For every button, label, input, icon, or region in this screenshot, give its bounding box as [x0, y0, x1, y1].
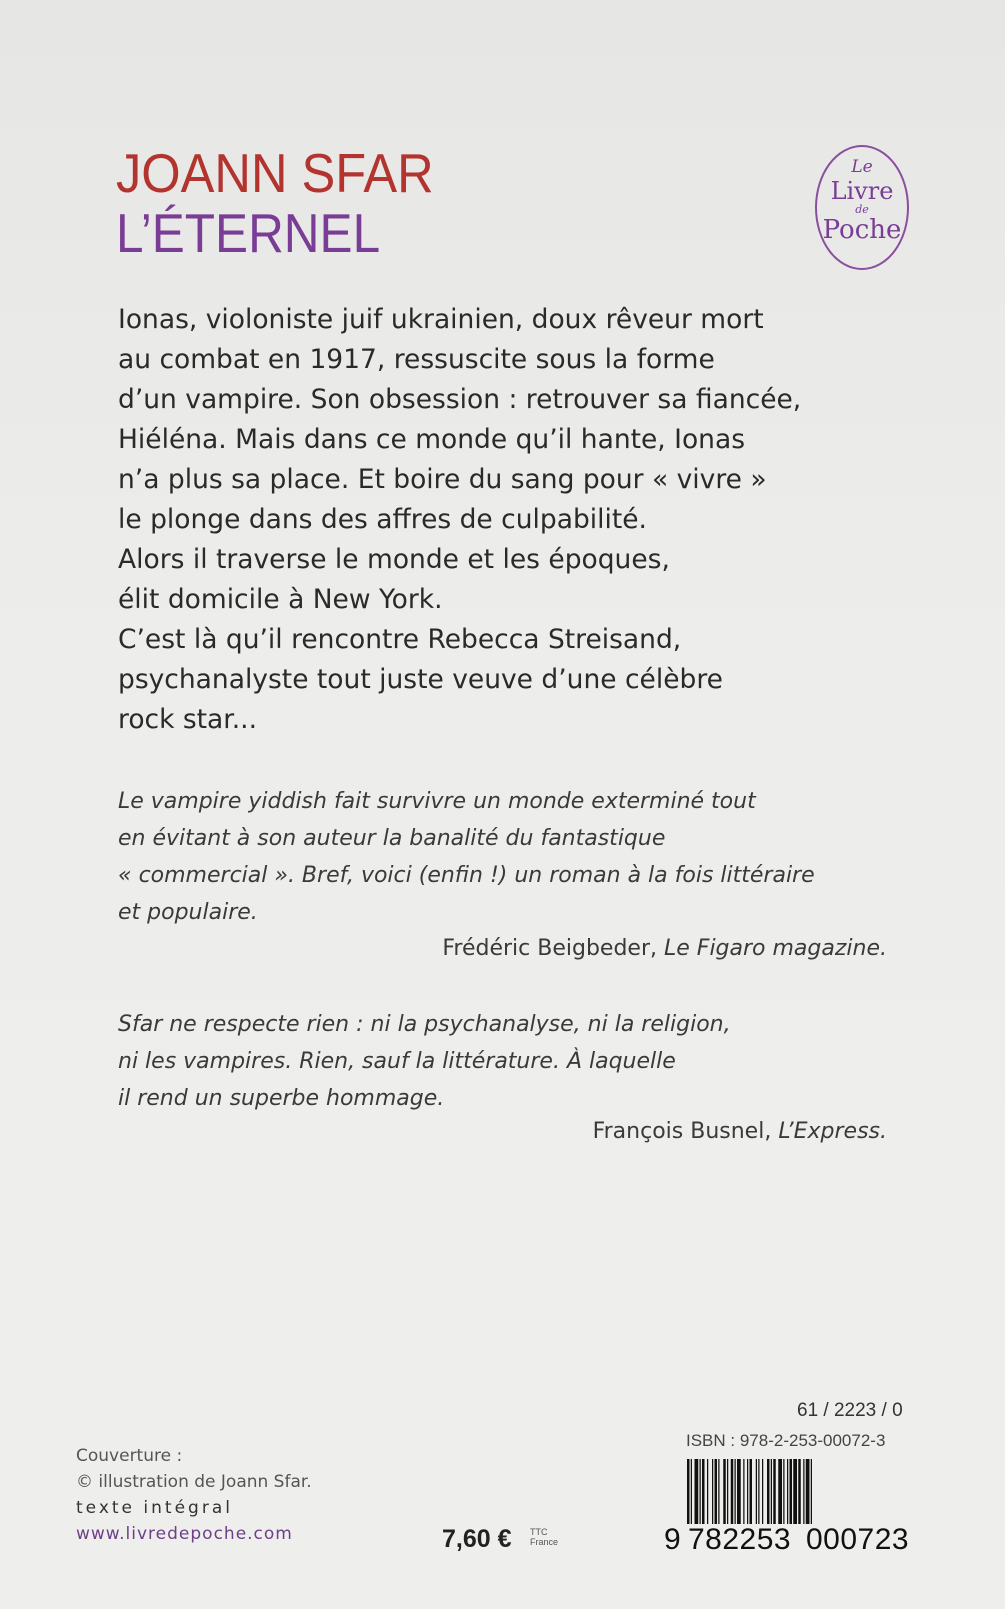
blurb-line: Ionas, violoniste juif ukrainien, doux rêveur mort [118, 304, 764, 335]
quote-author: François Busnel, [592, 1119, 779, 1144]
blurb-line: Hiéléna. Mais dans ce monde qu’il hante, Ionas [118, 424, 746, 455]
price: 7,60 € [442, 1525, 512, 1553]
quote-line: Le vampire yiddish fait survivre un monde exterminé tout [118, 789, 756, 814]
cover-credits [76, 1443, 312, 1547]
isbn: ISBN : 978-2-253-00072-3 [686, 1431, 886, 1450]
quote-line: Sfar ne respecte rien : ni la psychanalyse, ni la religion, [118, 1012, 731, 1037]
price-note [530, 1527, 558, 1547]
blurb-line: au combat en 1917, ressuscite sous la forme [118, 344, 715, 375]
quote-attribution [593, 1117, 887, 1147]
blurb-line: Alors il traverse le monde et les époques, [118, 544, 670, 575]
quote-author: Frédéric Beigbeder, [442, 936, 664, 961]
blurb-line: psychanalyste tout juste veuve d’une célèbre [118, 664, 723, 695]
review-quote-busnel [118, 1006, 898, 1117]
credit-text: © illustration de Joann Sfar. [76, 1472, 312, 1492]
publisher-logo [815, 145, 909, 270]
publisher-url: www.livredepoche.com [76, 1524, 293, 1544]
quote-source: L’Express. [778, 1119, 887, 1144]
logo-livre: Livre [830, 177, 894, 205]
barcode-digits-right: 000723 [806, 1523, 910, 1556]
blurb-line: n’a plus sa place. Et boire du sang pour « vivre » [118, 464, 767, 495]
quote-line: ni les vampires. Rien, sauf la littérature. À laquelle [118, 1049, 676, 1074]
catalog-code: 61 / 2223 / 0 [797, 1400, 903, 1421]
blurb-line: le plonge dans des affres de culpabilité. [118, 504, 647, 535]
blurb-line: C’est là qu’il rencontre Rebecca Streisand, [118, 624, 682, 655]
quote-line: et populaire. [118, 900, 258, 925]
logo-poche: Poche [822, 215, 902, 245]
blurb-line: d’un vampire. Son obsession : retrouver sa fiancée, [118, 384, 802, 415]
quote-source: Le Figaro magazine. [664, 936, 887, 961]
logo-le: Le [851, 157, 873, 177]
blurb-text [118, 300, 898, 740]
barcode-digits-left: 782253 [688, 1523, 792, 1556]
barcode-digit-first: 9 [664, 1523, 681, 1556]
blurb-line: élit domicile à New York. [118, 584, 443, 615]
price-country: France [530, 1537, 559, 1547]
blurb-line: rock star... [118, 704, 258, 735]
book-title: L’ÉTERNEL [116, 202, 381, 264]
quote-line: il rend un superbe hommage. [118, 1086, 445, 1111]
logo-de: de [855, 203, 869, 216]
quote-attribution [442, 934, 887, 964]
quote-line: « commercial ». Bref, voici (enfin !) un roman à la fois littéraire [118, 863, 815, 888]
author-name: JOANN SFAR [116, 142, 434, 204]
price-ttc: TTC [530, 1527, 548, 1537]
quote-line: en évitant à son auteur la banalité du fantastique [118, 826, 666, 851]
credit-label: Couverture : [76, 1446, 183, 1466]
review-quote-beigbeder [118, 783, 898, 931]
barcode [687, 1459, 923, 1524]
integral-text: texte intégral [76, 1498, 233, 1518]
